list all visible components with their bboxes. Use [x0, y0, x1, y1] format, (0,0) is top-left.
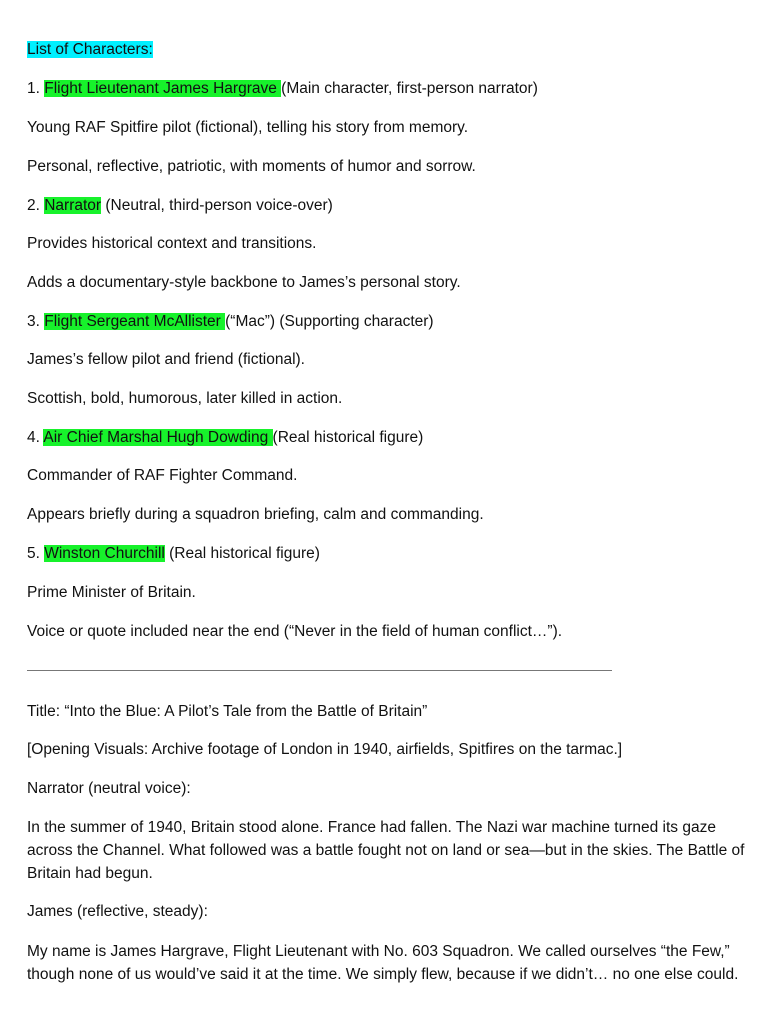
character-name: Air Chief Marshal Hugh Dowding — [43, 429, 273, 446]
character-2-line-2: Adds a documentary-style backbone to James’s personal story. — [27, 274, 461, 291]
character-2-line-1: Provides historical context and transitions. — [27, 235, 317, 252]
character-role: (Neutral, third-person voice-over) — [101, 197, 333, 214]
character-5-heading — [27, 543, 748, 565]
script-title: Title: “Into the Blue: A Pilot’s Tale from the Battle of Britain” — [27, 703, 428, 720]
opening-visuals: [Opening Visuals: Archive footage of London in 1940, airfields, Spitfires on the tarmac.] — [27, 741, 623, 758]
narrator-label: Narrator (neutral voice): — [27, 780, 191, 797]
character-role: (Real historical figure) — [164, 545, 320, 562]
character-1-heading — [27, 78, 748, 100]
character-number: 1. — [27, 80, 45, 97]
section-divider — [27, 670, 612, 671]
character-role: (Real historical figure) — [272, 429, 424, 446]
narrator-text: In the summer of 1940, Britain stood alone. France had fallen. The Nazi war machine turned its gaze across the Channel. What followed was a battle fought not on land or sea—but in the skies. The Battle of Britain had begun. — [27, 819, 745, 882]
character-4-heading — [27, 427, 748, 449]
character-4-line-2: Appears briefly during a squadron briefing, calm and commanding. — [27, 506, 484, 523]
heading-highlight: List of Characters: — [27, 41, 153, 58]
james-text: My name is James Hargrave, Flight Lieutenant with No. 603 Squadron. We called ourselves “the Few,” though none of us would’ve said it at the time. We simply flew, because if we didn’t… no one else could. — [27, 943, 739, 983]
character-number: 3. — [27, 313, 45, 330]
character-3-heading — [27, 311, 748, 333]
character-1-line-2: Personal, reflective, patriotic, with moments of humor and sorrow. — [27, 158, 476, 175]
character-role: (Main character, first-person narrator) — [281, 80, 538, 97]
character-name: Winston Churchill — [44, 545, 165, 562]
character-name: Flight Lieutenant James Hargrave — [44, 80, 282, 97]
character-3-line-1: James’s fellow pilot and friend (fictional). — [27, 351, 305, 368]
character-3-line-2: Scottish, bold, humorous, later killed in action. — [27, 390, 343, 407]
james-label: James (reflective, steady): — [27, 903, 208, 920]
character-name: Narrator — [44, 197, 102, 214]
character-5-line-1: Prime Minister of Britain. — [27, 584, 196, 601]
character-number: 5. — [27, 545, 45, 562]
character-name: Flight Sergeant McAllister — [44, 313, 226, 330]
character-2-heading — [27, 195, 748, 217]
characters-heading — [27, 39, 748, 61]
character-role: (“Mac”) (Supporting character) — [225, 313, 434, 330]
character-number: 4. — [27, 429, 44, 446]
character-5-line-2: Voice or quote included near the end (“Never in the field of human conflict…”). — [27, 623, 563, 640]
character-number: 2. — [27, 197, 45, 214]
character-4-line-1: Commander of RAF Fighter Command. — [27, 467, 298, 484]
character-1-line-1: Young RAF Spitfire pilot (fictional), telling his story from memory. — [27, 119, 469, 136]
